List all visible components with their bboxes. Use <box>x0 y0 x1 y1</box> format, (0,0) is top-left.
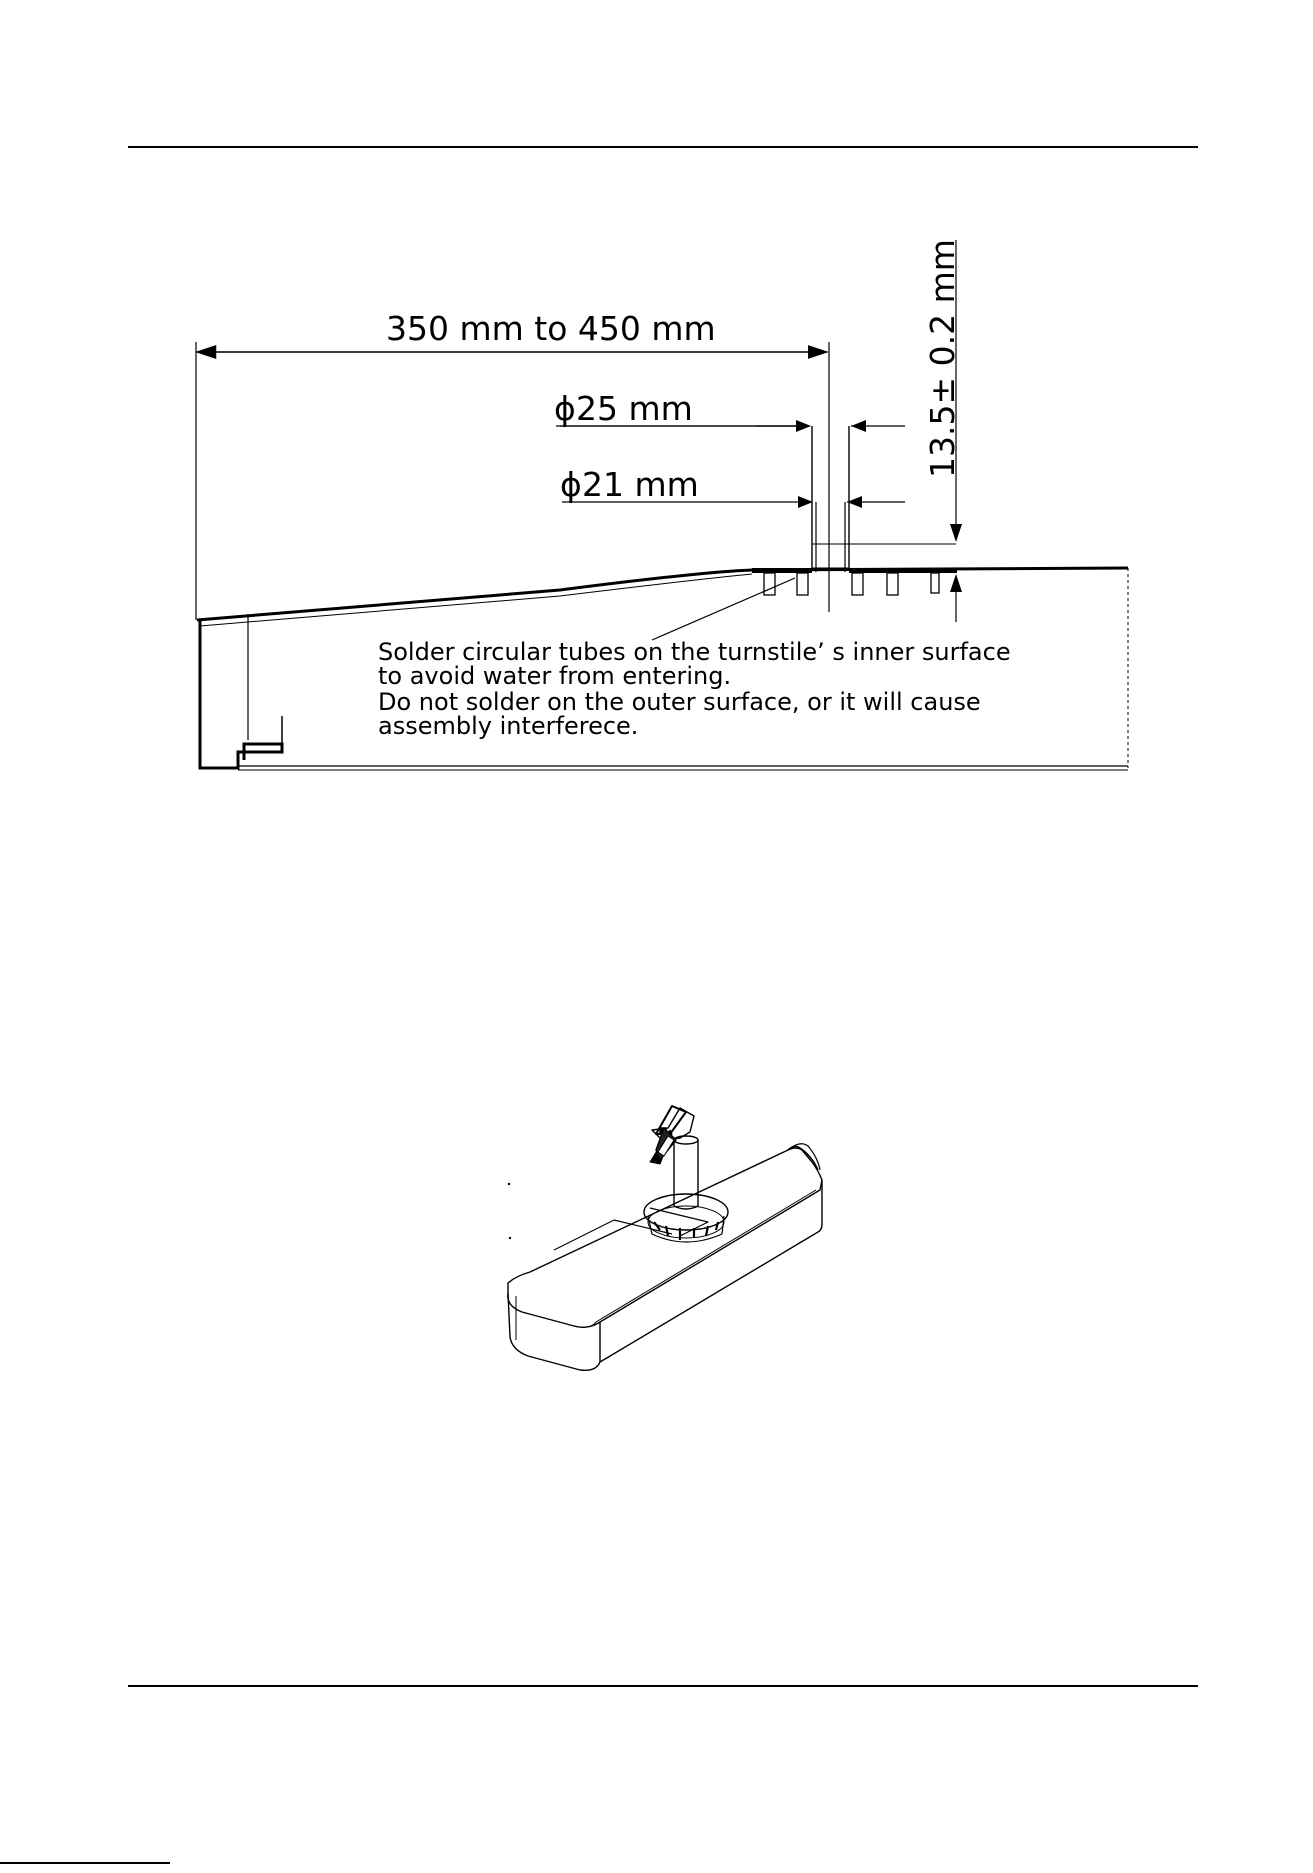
tube-studs <box>764 573 939 595</box>
height-dimension <box>923 239 962 622</box>
note-line-1: Solder circular tubes on the turnstile’ s inner surface <box>378 638 1011 666</box>
body-top-face <box>508 1148 822 1327</box>
outer-diameter-dimension <box>554 389 905 432</box>
span-dimension <box>196 309 829 620</box>
height-label: 13.5± 0.2 mm <box>923 239 962 478</box>
footer-bar <box>0 1862 170 1864</box>
diameter-symbol-2: ϕ <box>560 465 582 504</box>
installation-drawing <box>0 0 1313 820</box>
solder-note <box>378 638 1011 740</box>
diameter-symbol: ϕ <box>554 389 576 428</box>
inner-diameter-label: 21 mm <box>582 465 699 504</box>
footer-rule <box>128 1685 1198 1687</box>
span-label: 350 mm to 450 mm <box>386 309 716 348</box>
note-line-2: to avoid water from entering. <box>378 662 732 690</box>
inner-diameter-dimension <box>560 465 905 508</box>
note-line-3: Do not solder on the outer surface, or it will cause <box>378 688 981 716</box>
note-leader <box>652 578 795 640</box>
outer-diameter-label: 25 mm <box>576 389 693 428</box>
note-line-4: assembly interferece. <box>378 712 639 740</box>
